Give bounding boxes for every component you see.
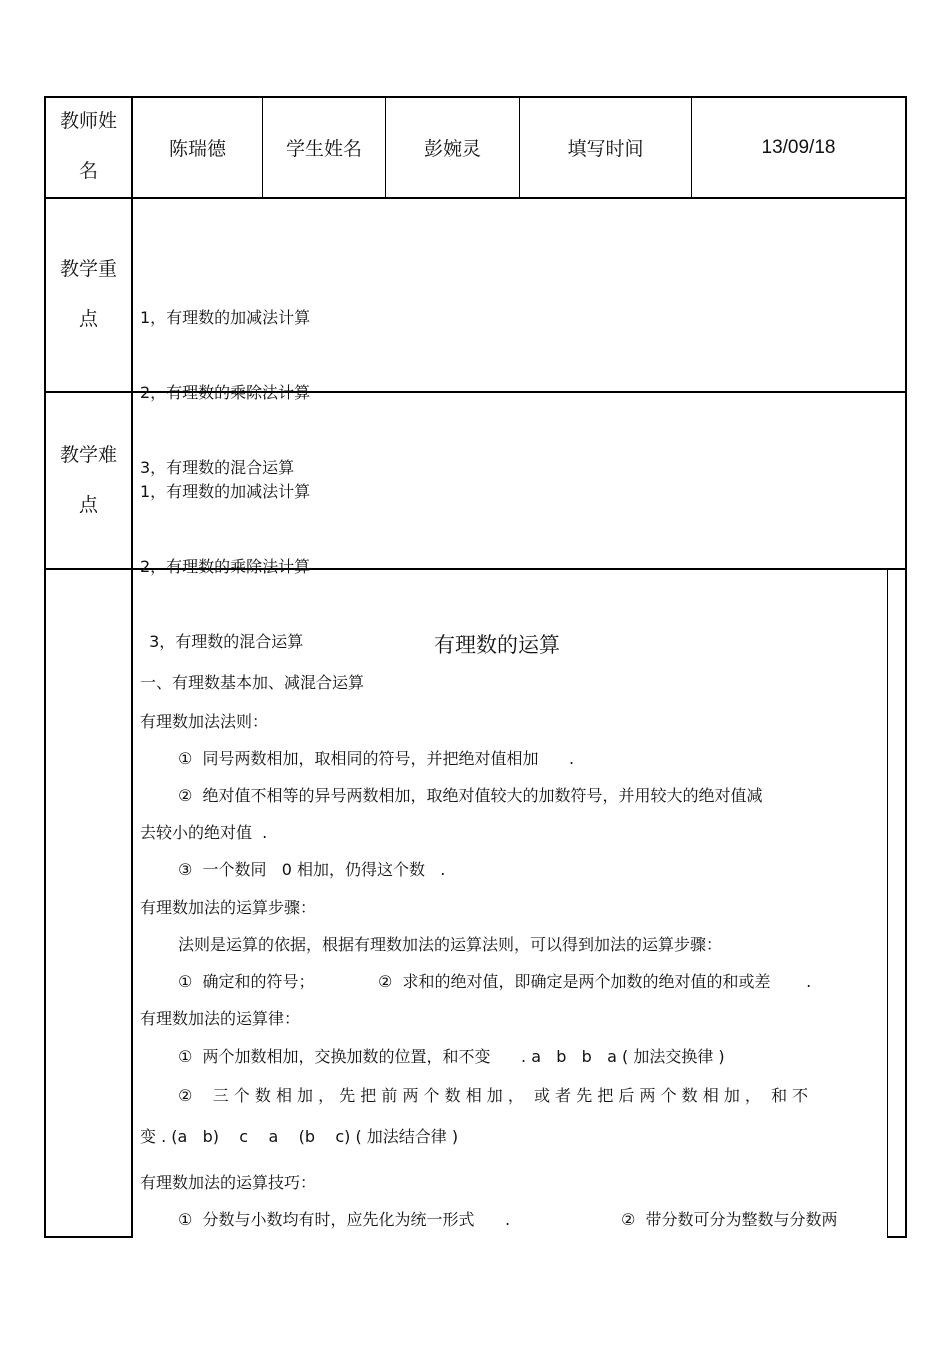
teacher-name-value: 陈瑞德	[168, 138, 226, 160]
teacher-name-label	[46, 96, 131, 196]
tip-2: ② 带分数可分为整数与分数两	[621, 1210, 838, 1229]
list-item: 2，有理数的乘除法计算	[140, 557, 311, 576]
tip-1: ① 分数与小数均有时，应先化为统一形式 .	[178, 1210, 511, 1229]
list-item: 1，有理数的加减法计算	[140, 308, 311, 327]
laws-heading: 有理数加法的运算律：	[140, 1009, 301, 1028]
law-2-line2: 变 . (a b) c a (b c) ( 加法结合律 )	[140, 1127, 459, 1146]
student-name-label: 学生姓名	[285, 138, 362, 160]
inner-right-rule	[887, 570, 888, 1238]
content-title: 有理数的运算	[434, 633, 560, 657]
rule-2-line2: 去较小的绝对值 .	[140, 823, 268, 842]
steps-intro: 法则是运算的依据，根据有理数加法的运算法则，可以得到加法的运算步骤：	[178, 935, 723, 954]
step-2: ② 求和的绝对值，即确定是两个加数的绝对值的和或差 .	[378, 972, 812, 991]
teaching-focus-label	[46, 244, 131, 344]
rules-heading: 有理数加法法则：	[140, 712, 269, 731]
rule-2-line1: ② 绝对值不相等的异号两数相加，取绝对值较大的加数符号，并用较大的绝对值减	[178, 786, 763, 805]
teaching-focus-label-line1: 教学重	[59, 258, 117, 280]
table-divider-label-column	[131, 96, 133, 1238]
list-item: 3，有理数的混合运算	[140, 458, 295, 477]
table-border-right	[905, 96, 907, 1238]
teaching-difficulty-list	[140, 429, 310, 679]
date-label: 填写时间	[567, 138, 644, 160]
tips-heading: 有理数加法的运算技巧：	[140, 1173, 317, 1192]
table-border-bottom-right	[887, 1236, 907, 1238]
list-item: 3，有理数的混合运算	[144, 632, 304, 651]
list-item: 2，有理数的乘除法计算	[140, 383, 311, 402]
teacher-name-label-line2: 名	[78, 160, 98, 182]
date-value: 13/09/18	[761, 136, 836, 158]
teacher-name-label-line1: 教师姓	[59, 110, 117, 132]
table-border-bottom-left	[44, 1236, 133, 1238]
law-2-line1: ② 三 个 数 相 加 ， 先 把 前 两 个 数 相 加 ， 或 者 先 把 后 两 个 数 相 加 ， 和 不	[178, 1086, 809, 1105]
rule-3: ③ 一个数同 0 相加，仍得这个数 .	[178, 860, 446, 879]
section-heading: 一、有理数基本加、减混合运算	[140, 673, 365, 692]
teaching-difficulty-label-line1: 教学难	[59, 444, 117, 466]
list-item: 1，有理数的加减法计算	[140, 482, 311, 501]
student-name-value: 彭婉灵	[423, 138, 481, 160]
teaching-difficulty-label-line2: 点	[78, 494, 98, 516]
rule-1: ① 同号两数相加，取相同的符号，并把绝对值相加 .	[178, 749, 575, 768]
law-1: ① 两个加数相加，交换加数的位置，和不变 . a b b a ( 加法交换律 )	[178, 1047, 725, 1066]
step-1: ① 确定和的符号；	[178, 972, 315, 991]
teaching-difficulty-label	[46, 430, 131, 530]
row-divider-1	[44, 197, 907, 199]
steps-heading: 有理数加法的运算步骤：	[140, 898, 317, 917]
teaching-focus-label-line2: 点	[78, 308, 98, 330]
